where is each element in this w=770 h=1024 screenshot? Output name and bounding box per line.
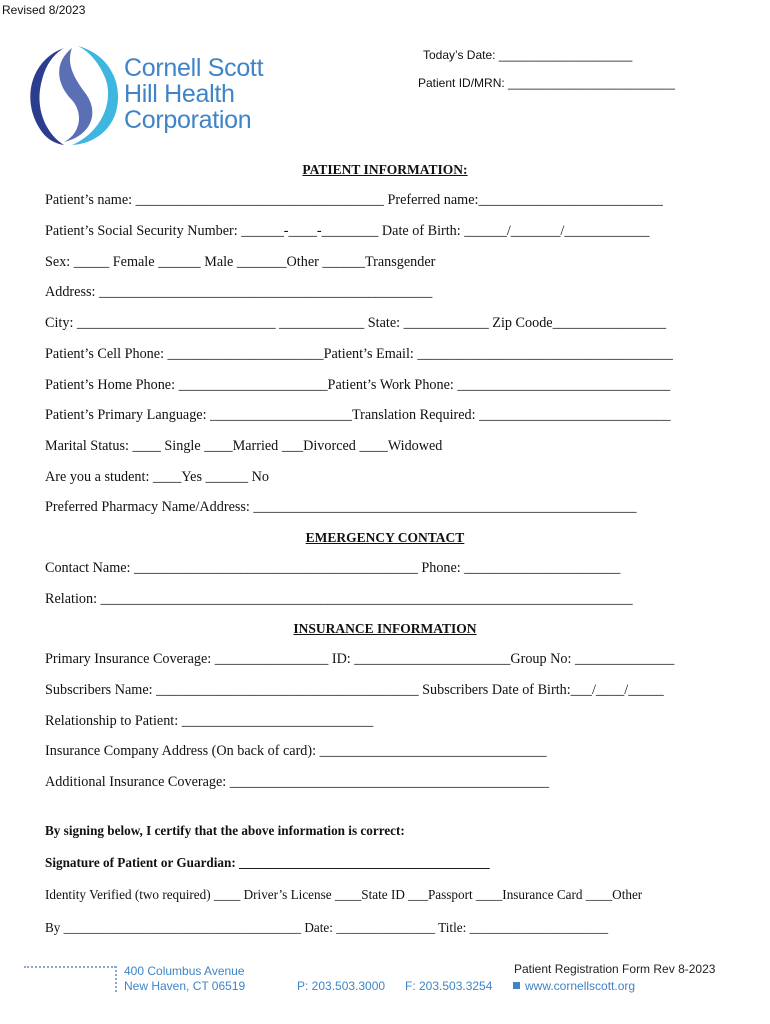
insurance-address-field[interactable]: Insurance Company Address (On back of card): ________________________________ — [45, 743, 547, 759]
city-state-zip-field[interactable]: City: ____________________________ ____________ State: ____________ Zip Coode________________ — [45, 315, 667, 331]
relation-field[interactable]: Relation: ___________________________________________________________________________ — [45, 591, 633, 607]
todays-date-field[interactable]: Today’s Date: ____________________ — [423, 48, 633, 62]
patient-name-field[interactable]: Patient’s name: ___________________________________ Preferred name:__________________________ — [45, 192, 663, 208]
footer-divider — [24, 966, 116, 968]
home-work-phone-field[interactable]: Patient’s Home Phone: _____________________Patient’s Work Phone: ______________________________ — [45, 377, 671, 393]
form-revision: Patient Registration Form Rev 8-2023 — [514, 962, 716, 976]
insurance-information-heading: INSURANCE INFORMATION — [293, 621, 477, 636]
marital-status-field[interactable]: Marital Status: ____ Single ____Married ___Divorced ____Widowed — [45, 438, 443, 454]
footer-website-text: www.cornellscott.org — [525, 979, 636, 993]
footer-divider-vertical — [115, 966, 117, 992]
org-name-line1: Cornell Scott — [124, 54, 264, 82]
footer-fax: F: 203.503.3254 — [405, 979, 493, 993]
patient-id-field[interactable]: Patient ID/MRN: _________________________ — [418, 76, 675, 90]
footer-address-line1: 400 Columbus Avenue — [124, 964, 245, 978]
relationship-field[interactable]: Relationship to Patient: ___________________________ — [45, 713, 374, 729]
revised-date: Revised 8/2023 — [2, 3, 86, 17]
primary-insurance-field[interactable]: Primary Insurance Coverage: ________________ ID: ______________________Group No: ______________ — [45, 651, 675, 667]
footer-address-line2: New Haven, CT 06519 — [124, 979, 246, 993]
pharmacy-field[interactable]: Preferred Pharmacy Name/Address: ______________________________________________________ — [45, 499, 637, 515]
sex-field[interactable]: Sex: _____ Female ______ Male _______Other ______Transgender — [45, 254, 436, 270]
org-name-line2: Hill Health — [124, 80, 235, 108]
contact-name-phone-field[interactable]: Contact Name: ________________________________________ Phone: ______________________ — [45, 560, 621, 576]
address-field[interactable]: Address: _______________________________________________ — [45, 284, 433, 300]
subscriber-field[interactable]: Subscribers Name: _____________________________________ Subscribers Date of Birth:___/____/_____ — [45, 682, 664, 698]
additional-insurance-field[interactable]: Additional Insurance Coverage: _____________________________________________ — [45, 774, 549, 790]
cell-phone-email-field[interactable]: Patient’s Cell Phone: ______________________Patient’s Email: ____________________________________ — [45, 346, 673, 362]
student-field[interactable]: Are you a student: ____Yes ______ No — [45, 469, 269, 485]
square-bullet-icon — [513, 982, 520, 989]
org-name-line3: Corporation — [124, 106, 252, 134]
certify-statement: By signing below, I certify that the above information is correct: — [45, 823, 405, 838]
footer-phone: P: 203.503.3000 — [297, 979, 386, 993]
ssn-dob-field[interactable]: Patient’s Social Security Number: ______-____-________ Date of Birth: ______/_______/____________ — [45, 223, 650, 239]
identity-verified-field[interactable]: Identity Verified (two required) ____ Driver’s License ____State ID ___Passport ____Insurance Card ____Other — [45, 887, 643, 902]
signature-field[interactable]: Signature of Patient or Guardian: ______________________________________ — [45, 855, 490, 870]
patient-information-heading: PATIENT INFORMATION: — [302, 162, 468, 177]
emergency-contact-heading: EMERGENCY CONTACT — [305, 530, 465, 545]
footer-website[interactable] — [513, 979, 635, 993]
by-date-title-field[interactable]: By ____________________________________ Date: _______________ Title: _____________________ — [45, 920, 609, 935]
language-translation-field[interactable]: Patient’s Primary Language: ____________________Translation Required: ___________________________ — [45, 407, 671, 423]
logo-icon — [20, 42, 130, 146]
